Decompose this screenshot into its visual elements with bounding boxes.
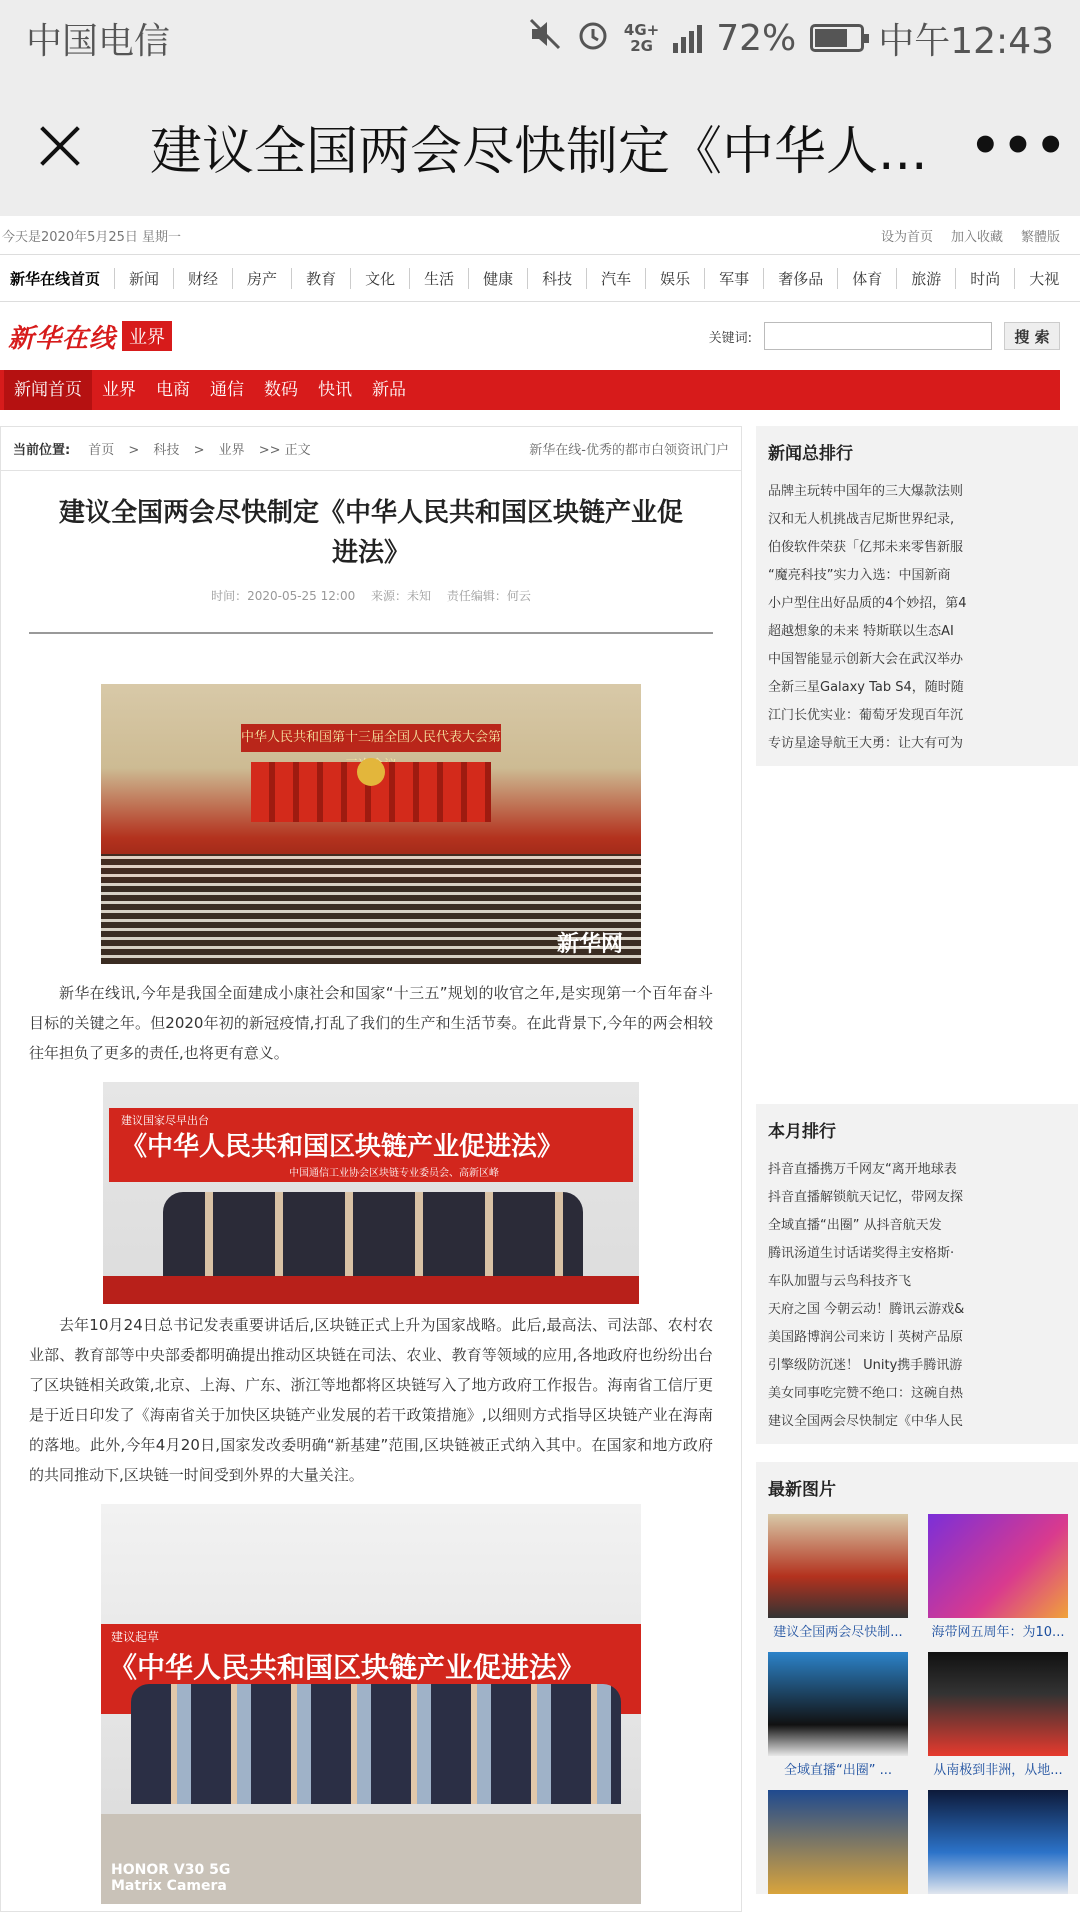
thumb-image <box>928 1652 1068 1756</box>
rank-item[interactable]: 美国路博润公司来访丨英树产品原 <box>768 1330 964 1345</box>
article-column <box>0 426 742 1912</box>
thumb-image <box>768 1514 908 1618</box>
banner-sub-text: 中国通信工业协会区块链专业委员会、高新区峰 <box>289 1168 499 1179</box>
article-photo-group <box>101 1504 641 1904</box>
section-new-products[interactable]: 新品 <box>372 380 406 400</box>
banner-big-text: 《中华人民共和国区块链产业促进法》 <box>121 1132 564 1162</box>
news-rank-box <box>756 426 1078 766</box>
banner-small-text: 建议起草 <box>111 1630 160 1644</box>
mute-icon <box>528 17 562 60</box>
section-flash[interactable]: 快讯 <box>318 380 352 400</box>
search-label: 关键词: <box>708 330 752 346</box>
breadcrumb-label: 当前位置: <box>13 443 71 458</box>
photo-banner-text: 中华人民共和国第十三届全国人民代表大会第 <box>241 724 501 752</box>
national-emblem-icon <box>357 758 385 786</box>
pic-thumb[interactable] <box>928 1652 1068 1786</box>
channel-education[interactable]: 教育 <box>291 268 350 289</box>
rank-item[interactable]: 汉和无人机挑战吉尼斯世界纪录, <box>768 512 955 527</box>
thumb-caption: 海带网五周年：为10... <box>931 1625 1065 1640</box>
site-logo[interactable] <box>8 318 172 355</box>
breadcrumb-home[interactable]: 首页 <box>88 443 115 458</box>
channel-home[interactable]: 新华在线首页 <box>10 269 101 288</box>
sidebar-spacer <box>756 784 1078 1104</box>
breadcrumb-tech[interactable]: 科技 <box>153 443 180 458</box>
article-paragraph: 新华在线讯,今年是我国全面建成小康社会和国家“十三五”规划的收官之年,是实现第一个百年奋斗目标的关键之年。但2020年初的新冠疫情,打乱了我们的生产和生活节奏。在此背景下,今年的两会相较往年担负了更多的责任,也将更有意义。 <box>29 984 713 1062</box>
article-title: 建议全国两会尽快制定《中华人民共和国区块链产业促进法》 <box>58 498 683 568</box>
thumb-image <box>768 1652 908 1756</box>
breadcrumb-industry[interactable]: 业界 <box>218 443 245 458</box>
rank-item[interactable]: 专访星途导航王大勇：让大有可为 <box>768 736 964 751</box>
rank-item[interactable]: 超越想象的未来 特斯联以生态AI <box>768 624 954 639</box>
pic-thumb[interactable] <box>768 1790 908 1894</box>
thumb-image <box>928 1790 1068 1894</box>
rank-item[interactable]: 车队加盟与云鸟科技齐飞 <box>768 1274 912 1289</box>
thumb-caption: 从南极到非洲，从地... <box>933 1763 1063 1778</box>
channel-auto[interactable]: 汽车 <box>586 268 645 289</box>
article-source: 来源：未知 <box>371 589 432 603</box>
battery-percent: 72% <box>716 17 797 59</box>
channel-finance[interactable]: 财经 <box>173 268 232 289</box>
rank-item[interactable]: 建议全国两会尽快制定《中华人民 <box>768 1414 964 1429</box>
banner-small-text: 建议国家尽早出台 <box>121 1114 209 1127</box>
article-paragraph: 去年10月24日总书记发表重要讲话后,区块链正式上升为国家战略。此后,最高法、司法部、农村农业部、教育部等中央部委都明确提出推动区块链在司法、农业、教育等领域的应用,各地政府也纷纷出台了区块链相关政策,北京、上海、广东、浙江等地都将区块链写入了地方政府工作报告。海南省工信厅更是于近日印发了《海南省关于加快区块链产业发展的若干政策措施》,以细则方式指导区块链产业在海南的落地。此外,今年4月20日,国家发改委明确“新基建”范围,区块链被正式纳入其中。在国家和地方政府的共同推动下,区块链一时间受到外界的大量关注。 <box>29 1316 713 1484</box>
alarm-icon <box>576 17 610 60</box>
section-ecommerce[interactable]: 电商 <box>156 380 190 400</box>
browser-title-bar <box>0 76 1080 216</box>
brand-row <box>0 302 1080 370</box>
photo-table <box>103 1276 639 1304</box>
channel-nav <box>0 254 1080 302</box>
pic-thumb[interactable] <box>928 1514 1068 1648</box>
traditional-chinese-link[interactable]: 繁體版 <box>1020 229 1060 245</box>
rank-item[interactable]: 小户型住出好品质的4个妙招，第4 <box>768 596 967 611</box>
channel-life[interactable]: 生活 <box>409 268 468 289</box>
article <box>1 471 741 1904</box>
channel-sports[interactable]: 体育 <box>837 268 896 289</box>
channel-luxury[interactable]: 奢侈品 <box>763 268 837 289</box>
article-photo-congress <box>101 684 641 964</box>
pic-thumb[interactable] <box>768 1514 908 1648</box>
rank-item[interactable]: 腾讯汤道生讨话诺奖得主安格斯· <box>768 1246 955 1261</box>
page-title: 建议全国两会尽快制定《中华人... <box>150 121 928 182</box>
photo-watermark: 新华网 <box>556 932 623 957</box>
set-homepage-link[interactable]: 设为首页 <box>880 229 933 245</box>
rank-item[interactable]: 抖音直播携万千网友“离开地球表 <box>768 1162 957 1177</box>
sidebar <box>756 426 1078 1912</box>
section-news-home[interactable]: 新闻首页 <box>4 370 92 410</box>
latest-pics-title: 最新图片 <box>768 1480 836 1500</box>
channel-culture[interactable]: 文化 <box>350 268 409 289</box>
rank-item[interactable]: 江门长优实业：葡萄牙发现百年沉 <box>768 708 964 723</box>
photo-people <box>163 1192 583 1282</box>
rank-item[interactable]: 抖音直播解锁航天记忆，带网友探 <box>768 1190 964 1205</box>
channel-entertainment[interactable]: 娱乐 <box>645 268 704 289</box>
section-nav <box>0 370 1060 410</box>
breadcrumb-sep: > <box>128 443 140 458</box>
breadcrumb <box>1 427 741 471</box>
logo-tag: 业界 <box>122 321 172 351</box>
article-meta <box>29 587 713 604</box>
rank-item[interactable]: 引擎级防沉迷！ Unity携手腾讯游 <box>768 1358 963 1373</box>
breadcrumb-sep: > <box>193 443 205 458</box>
breadcrumb-current: >> 正文 <box>258 443 311 458</box>
camera-watermark: HONOR V30 5G Matrix Camera <box>111 1862 231 1894</box>
rank-item[interactable]: 美女同事吃完赞不绝口：这碗自热 <box>768 1386 964 1401</box>
site-top-bar <box>0 216 1080 254</box>
thumb-caption: 建议全国两会尽快制... <box>773 1625 903 1640</box>
search-input[interactable] <box>764 322 992 350</box>
photo-people <box>131 1684 621 1804</box>
channel-video[interactable]: 大视 <box>1014 268 1073 289</box>
section-digital[interactable]: 数码 <box>264 380 298 400</box>
add-favorite-link[interactable]: 加入收藏 <box>950 229 1003 245</box>
thumb-image <box>768 1790 908 1894</box>
divider <box>29 632 713 634</box>
section-industry[interactable]: 业界 <box>102 380 136 400</box>
site-slogan: 新华在线-优秀的都市白领资讯门户 <box>529 443 729 458</box>
latest-pics-box <box>756 1462 1078 1894</box>
channel-health[interactable]: 健康 <box>468 268 527 289</box>
channel-military[interactable]: 军事 <box>704 268 763 289</box>
article-time: 时间：2020-05-25 12:00 <box>211 589 356 603</box>
news-rank-title: 新闻总排行 <box>768 444 853 464</box>
channel-news[interactable]: 新闻 <box>114 268 173 289</box>
pic-thumb[interactable] <box>928 1790 1068 1894</box>
rank-item[interactable]: 品牌主玩转中国年的三大爆款法则 <box>768 484 964 499</box>
article-photo-meeting <box>103 1082 639 1304</box>
rank-item[interactable]: 全域直播“出圈” 从抖音航天发 <box>768 1218 942 1233</box>
channel-travel[interactable]: 旅游 <box>896 268 955 289</box>
channel-realestate[interactable]: 房产 <box>232 268 291 289</box>
photo-banner <box>109 1108 633 1182</box>
network-type-label: 4G+ 2G <box>623 21 660 55</box>
logo-name: 新华在线 <box>8 323 117 354</box>
rank-item[interactable]: 中国智能显示创新大会在武汉举办 <box>768 652 964 667</box>
thumb-image <box>928 1514 1068 1618</box>
battery-icon <box>810 24 864 52</box>
search-area <box>709 322 1060 350</box>
pic-thumb[interactable] <box>768 1652 908 1786</box>
rank-item[interactable]: 全新三星Galaxy Tab S4，随时随 <box>768 680 964 695</box>
thumb-caption: 全域直播“出圈” ... <box>784 1763 892 1778</box>
channel-tech[interactable]: 科技 <box>527 268 586 289</box>
channel-fashion[interactable]: 时尚 <box>955 268 1014 289</box>
clock: 中午12:43 <box>878 20 1054 62</box>
rank-item[interactable]: “魔亮科技”实力入选：中国新商 <box>768 568 951 583</box>
section-telecom[interactable]: 通信 <box>210 380 244 400</box>
rank-item[interactable]: 伯俊软件荣获「亿邦未来零售新服 <box>768 540 964 555</box>
month-rank-title: 本月排行 <box>768 1122 836 1142</box>
date-label: 今天是2020年5月25日 星期一 <box>2 229 182 245</box>
web-page <box>0 216 1080 1920</box>
rank-item[interactable]: 天府之国 今朝云动！腾讯云游戏& <box>768 1302 965 1317</box>
month-rank-box <box>756 1104 1078 1444</box>
search-button[interactable]: 搜 索 <box>1004 322 1060 350</box>
banner-big-text: 《中华人民共和国区块链产业促进法》 <box>109 1651 586 1684</box>
status-bar <box>0 0 1080 76</box>
close-icon[interactable] <box>30 116 90 176</box>
article-editor: 责任编辑：何云 <box>446 589 531 603</box>
signal-icon <box>673 23 702 53</box>
more-options-button[interactable]: ••• <box>970 118 1069 174</box>
carrier-label: 中国电信 <box>26 20 171 62</box>
